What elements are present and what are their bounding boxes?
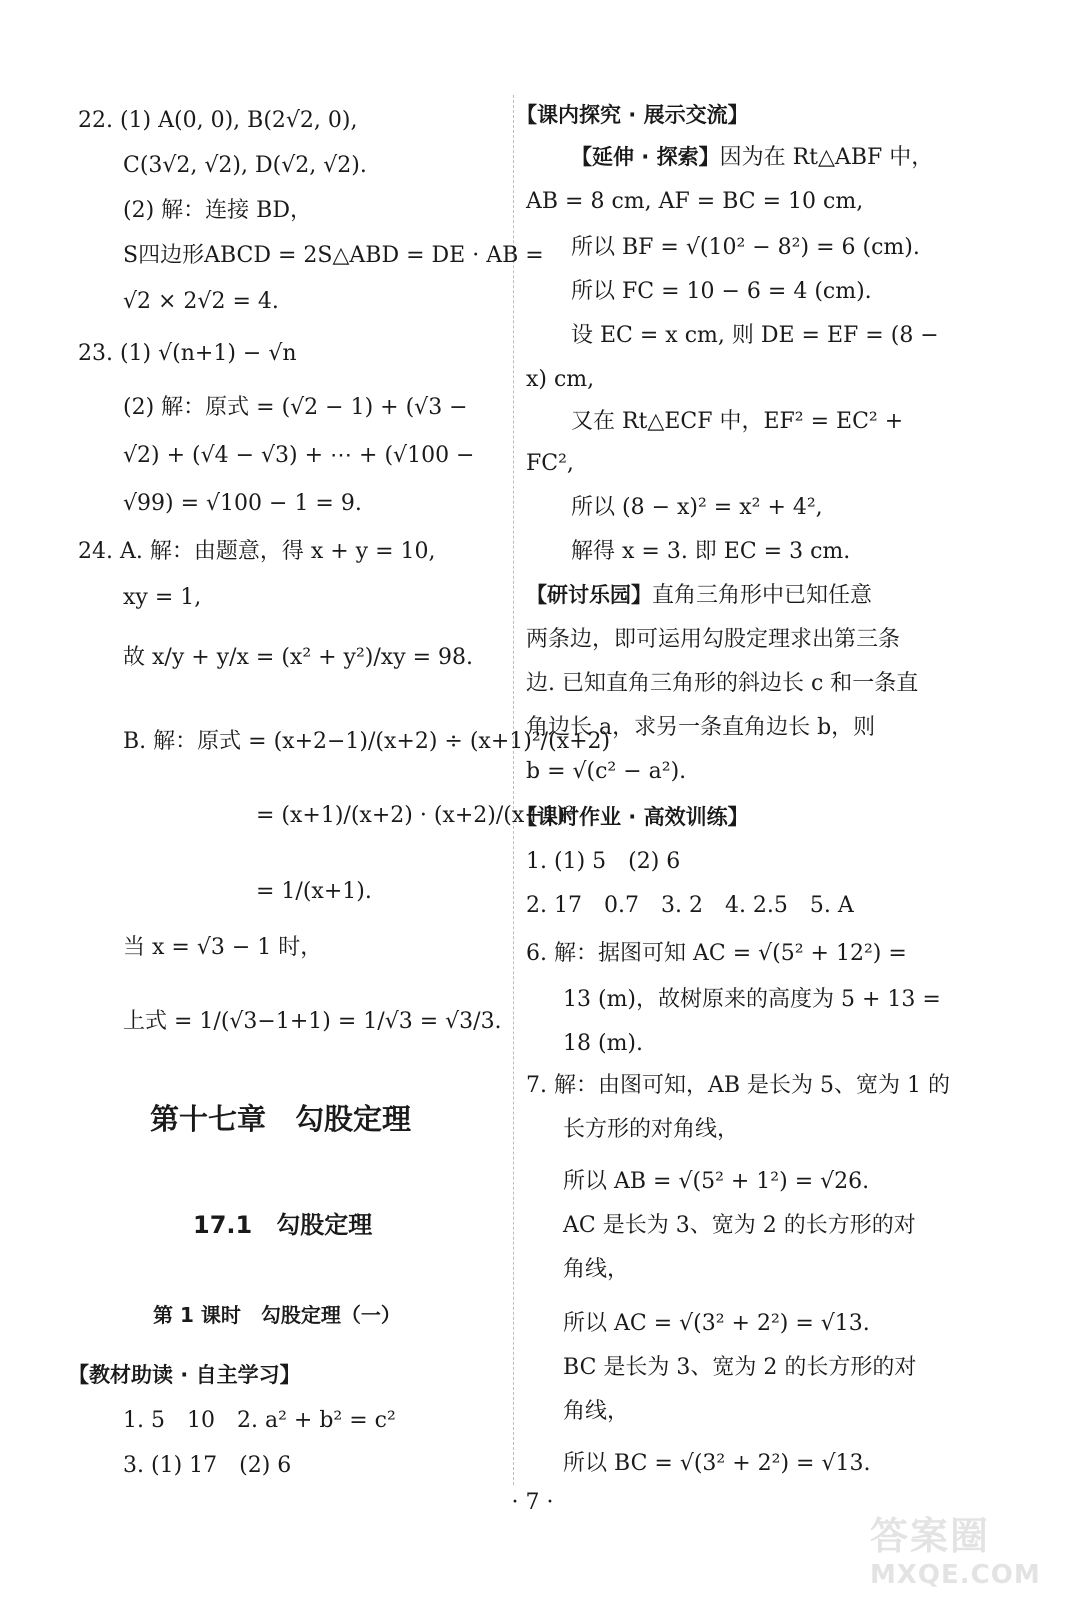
page-number: · 7 · xyxy=(511,1490,554,1515)
right-text-line: 角线， xyxy=(563,1257,630,1282)
right-text-line: 解得 x = 3. 即 EC = 3 cm. xyxy=(571,539,851,564)
left-text-line: 23. (1) √(n+1) − √n xyxy=(78,341,297,366)
left-text-line: √99) = √100 − 1 = 9. xyxy=(123,491,362,516)
left-text-line: 3. (1) 17 (2) 6 xyxy=(123,1453,292,1478)
column-divider xyxy=(513,95,514,1485)
watermark-text-top: 答案圈 xyxy=(870,1514,991,1558)
right-text-line xyxy=(526,585,872,607)
right-text-line: 所以 BF = √(10² − 8²) = 6 (cm). xyxy=(571,235,920,260)
left-text-line: 第十七章 勾股定理 xyxy=(150,1102,412,1136)
right-text-line: 2. 17 0.7 3. 2 4. 2.5 5. A xyxy=(526,893,854,918)
right-text-line: 所以 (8 − x)² = x² + 4², xyxy=(571,495,823,520)
left-text-line: 当 x = √3 − 1 时， xyxy=(123,935,323,960)
right-text-line: 两条边，即可运用勾股定理求出第三条 xyxy=(526,627,901,652)
right-text-line: 所以 AB = √(5² + 1²) = √26. xyxy=(563,1169,870,1194)
left-text-line: B. 解：原式 = (x+2−1)/(x+2) ÷ (x+1)²/(x+2) xyxy=(123,729,611,754)
right-text-line: 角边长 a，求另一条直角边长 b，则 xyxy=(526,715,876,740)
inline-text: 因为在 Rt△ABF 中， xyxy=(719,145,934,170)
right-text-line xyxy=(571,147,933,169)
right-text-line: FC², xyxy=(526,451,574,476)
right-text-line: 所以 BC = √(3² + 2²) = √13. xyxy=(563,1451,871,1476)
left-text-line: (2) 解：连接 BD， xyxy=(123,198,312,223)
right-text-line: 设 EC = x cm, 则 DE = EF = (8 − xyxy=(571,323,939,348)
left-text-line: 故 x/y + y/x = (x² + y²)/xy = 98. xyxy=(123,645,474,670)
left-text-line: 17.1 勾股定理 xyxy=(193,1211,373,1239)
right-text-line: BC 是长为 3、宽为 2 的长方形的对 xyxy=(563,1355,917,1380)
left-text-line: = (x+1)/(x+2) · (x+2)/(x+1)² xyxy=(256,803,575,828)
right-text-line: 所以 AC = √(3² + 2²) = √13. xyxy=(563,1311,870,1336)
right-text-line: x) cm, xyxy=(526,367,595,392)
right-text-line: 边. 已知直角三角形的斜边长 c 和一条直 xyxy=(526,671,919,696)
left-text-line: 上式 = 1/(√3−1+1) = 1/√3 = √3/3. xyxy=(123,1009,502,1034)
left-text-line: (2) 解：原式 = (√2 − 1) + (√3 − xyxy=(123,395,468,420)
right-text-line: 角线， xyxy=(563,1399,630,1424)
left-text-line: xy = 1, xyxy=(123,585,202,610)
inline-text: 直角三角形中已知任意 xyxy=(652,583,873,608)
left-text-line: 第 1 课时 勾股定理（一） xyxy=(153,1303,401,1327)
left-text-line: √2 × 2√2 = 4. xyxy=(123,289,279,314)
watermark-text-bottom: MXQE.COM xyxy=(870,1560,1041,1590)
left-text-line: 【教材助读 · 自主学习】 xyxy=(68,1363,301,1387)
right-text-line: 1. (1) 5 (2) 6 xyxy=(526,849,681,874)
left-text-line: 22. (1) A(0, 0), B(2√2, 0), xyxy=(78,108,358,133)
watermark-logo xyxy=(870,1505,1045,1590)
inline-heading: 【研讨乐园】 xyxy=(526,583,652,607)
right-text-line: 所以 FC = 10 − 6 = 4 (cm). xyxy=(571,279,872,304)
right-text-line: 又在 Rt△ECF 中，EF² = EC² + xyxy=(571,409,904,434)
left-text-line: = 1/(x+1). xyxy=(256,879,372,904)
right-text-line: AB = 8 cm, AF = BC = 10 cm, xyxy=(526,189,864,214)
left-text-line: 1. 5 10 2. a² + b² = c² xyxy=(123,1408,396,1433)
left-text-line: C(3√2, √2), D(√2, √2). xyxy=(123,153,367,178)
right-text-line: b = √(c² − a²). xyxy=(526,759,687,784)
left-text-line: 24. A. 解：由题意，得 x + y = 10, xyxy=(78,539,436,564)
right-text-line: 7. 解：由图可知，AB 是长为 5、宽为 1 的 xyxy=(526,1073,951,1098)
right-text-line: 【课内探究 · 展示交流】 xyxy=(516,103,749,127)
left-text-line: √2) + (√4 − √3) + ⋯ + (√100 − xyxy=(123,443,475,468)
right-text-line: AC 是长为 3、宽为 2 的长方形的对 xyxy=(563,1213,916,1238)
right-text-line: 18 (m). xyxy=(563,1031,644,1056)
inline-heading: 【延伸 · 探索】 xyxy=(571,145,720,169)
right-text-line: 13 (m)，故树原来的高度为 5 + 13 = xyxy=(563,987,941,1012)
right-text-line: 6. 解：据图可知 AC = √(5² + 12²) = xyxy=(526,941,907,966)
right-text-line: 【课时作业 · 高效训练】 xyxy=(516,805,749,829)
right-text-line: 长方形的对角线， xyxy=(563,1117,740,1142)
left-text-line: S四边形ABCD = 2S△ABD = DE · AB = xyxy=(123,243,544,268)
